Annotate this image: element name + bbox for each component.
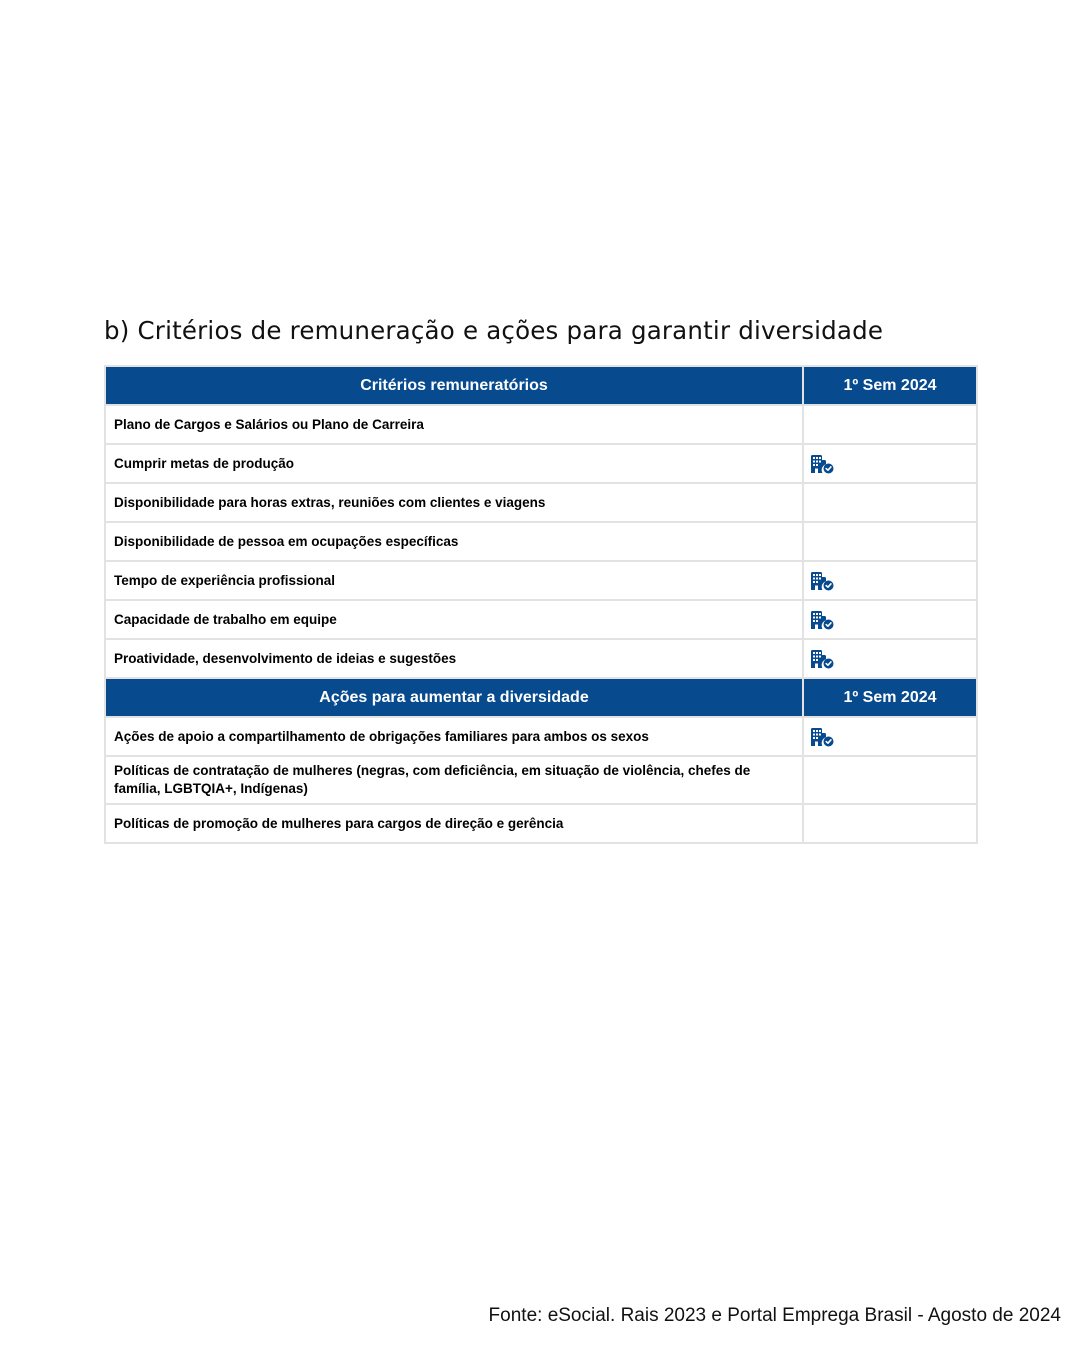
row-label: Disponibilidade de pessoa em ocupações específicas (105, 522, 803, 561)
row-value (803, 405, 977, 444)
row-label: Proatividade, desenvolvimento de ideias e sugestões (105, 639, 803, 678)
company-check-icon (810, 571, 834, 591)
row-label: Plano de Cargos e Salários ou Plano de Carreira (105, 405, 803, 444)
section-title: b) Critérios de remuneração e ações para garantir diversidade (104, 316, 884, 345)
row-label: Ações de apoio a compartilhamento de obrigações familiares para ambos os sexos (105, 717, 803, 756)
row-value (803, 717, 977, 756)
criteria-header-label: Critérios remuneratórios (105, 366, 803, 405)
table-row (105, 444, 977, 483)
source-note: Fonte: eSocial. Rais 2023 e Portal Emprega Brasil - Agosto de 2024 (488, 1305, 1061, 1326)
row-label: Disponibilidade para horas extras, reuniões com clientes e viagens (105, 483, 803, 522)
row-label: Políticas de contratação de mulheres (negras, com deficiência, em situação de violência, chefes de família, LGBTQIA+, Indígenas) (105, 756, 803, 804)
diversity-header-period: 1º Sem 2024 (803, 678, 977, 717)
row-value (803, 600, 977, 639)
row-label: Tempo de experiência profissional (105, 561, 803, 600)
row-value (803, 561, 977, 600)
diversity-header-row (105, 678, 977, 717)
table-row (105, 804, 977, 843)
row-value (803, 444, 977, 483)
company-check-icon (810, 454, 834, 474)
row-value (803, 522, 977, 561)
table-row (105, 483, 977, 522)
company-check-icon (810, 610, 834, 630)
row-label: Cumprir metas de produção (105, 444, 803, 483)
row-value (803, 483, 977, 522)
criteria-table (104, 365, 978, 844)
row-label: Políticas de promoção de mulheres para cargos de direção e gerência (105, 804, 803, 843)
diversity-header-label: Ações para aumentar a diversidade (105, 678, 803, 717)
table-row (105, 639, 977, 678)
row-value (803, 639, 977, 678)
table-row (105, 405, 977, 444)
table-row (105, 522, 977, 561)
table-row (105, 717, 977, 756)
table-row (105, 561, 977, 600)
table-row (105, 756, 977, 804)
criteria-header-row (105, 366, 977, 405)
company-check-icon (810, 727, 834, 747)
row-value (803, 804, 977, 843)
criteria-header-period: 1º Sem 2024 (803, 366, 977, 405)
row-label: Capacidade de trabalho em equipe (105, 600, 803, 639)
table-row (105, 600, 977, 639)
company-check-icon (810, 649, 834, 669)
row-value (803, 756, 977, 804)
